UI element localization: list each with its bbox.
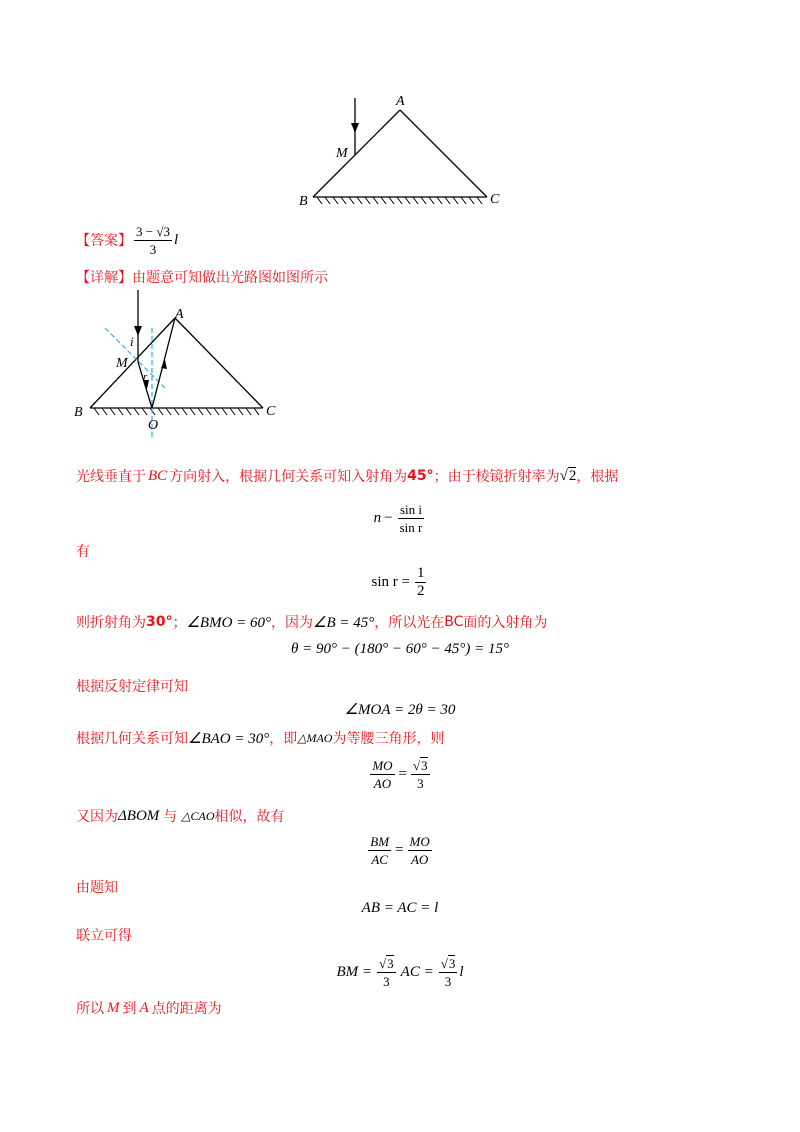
label-a: A xyxy=(175,307,184,322)
label-i: i xyxy=(130,334,134,349)
equation-3: θ = 90° − (180° − 60° − 45°) = 15° xyxy=(291,641,509,657)
equation-7: AB = AC = l xyxy=(361,900,439,916)
label-m: M xyxy=(336,146,348,161)
answer-var: l xyxy=(173,231,179,248)
answer-fraction: $\frac{3 - √3}{3}$ xyxy=(136,223,170,257)
label-m: M xyxy=(116,356,128,371)
detail-text: 由题意可知做出光路图如图所示 xyxy=(132,270,328,286)
label-o: O xyxy=(148,418,159,433)
detail-heading xyxy=(76,267,328,287)
detail-tag: 【详解】 xyxy=(76,270,132,286)
equation-8: BM = $\frac{√3}{3}$ AC = $\frac{√3}{3}$ l xyxy=(336,955,464,989)
equation-2: sin r = $\frac{1}{2}$ xyxy=(371,564,425,599)
label-r: r xyxy=(143,371,148,383)
equation-4: ∠MOA = 2θ = 30 xyxy=(344,702,456,718)
label-b: B xyxy=(74,405,83,420)
figure-prism-incident xyxy=(295,90,515,215)
label-c: C xyxy=(490,192,500,207)
text-line-6: 又因为 ΔBOM 与 △CAO 相似，故有 xyxy=(76,807,285,825)
label-a: A xyxy=(396,94,405,109)
figure-light-path xyxy=(70,288,290,438)
text-line-3: 则折射角为 30° ； ∠BMO = 60° ，因为 ∠B = 45° ，所以光在 BC 面的入射角为 xyxy=(76,614,548,631)
label-b: B xyxy=(299,194,308,209)
answer-tag: 【答案】 xyxy=(76,233,132,249)
equation-5: $\frac{MO}{AO}$ = $\frac{√3}{3}$ xyxy=(372,757,428,791)
text-line-4: 根据反射定律可知 xyxy=(76,679,188,695)
text-line-2: 有 xyxy=(76,544,90,560)
text-line-9: 所以 M 到 A 点的距离为 xyxy=(76,999,222,1017)
text-line-8: 联立可得 xyxy=(76,928,132,944)
equation-6: $\frac{BM}{AC}$ = $\frac{MO}{AO}$ xyxy=(370,833,430,867)
equation-1: n − $\frac{\text{sin i}}{\text{sin r}}$ xyxy=(373,501,423,535)
answer-line xyxy=(76,222,178,258)
text-line-7: 由题知 xyxy=(76,880,118,896)
text-line-1: 光线垂直于 BC 方向射入，根据几何关系可知入射角为 45° ；由于棱镜折射率为 √2 ，根据 xyxy=(76,467,619,485)
text-line-5: 根据几何关系可知 ∠BAO = 30° ，即 △MAO 为等腰三角形，则 xyxy=(76,730,445,747)
label-c: C xyxy=(266,404,276,419)
